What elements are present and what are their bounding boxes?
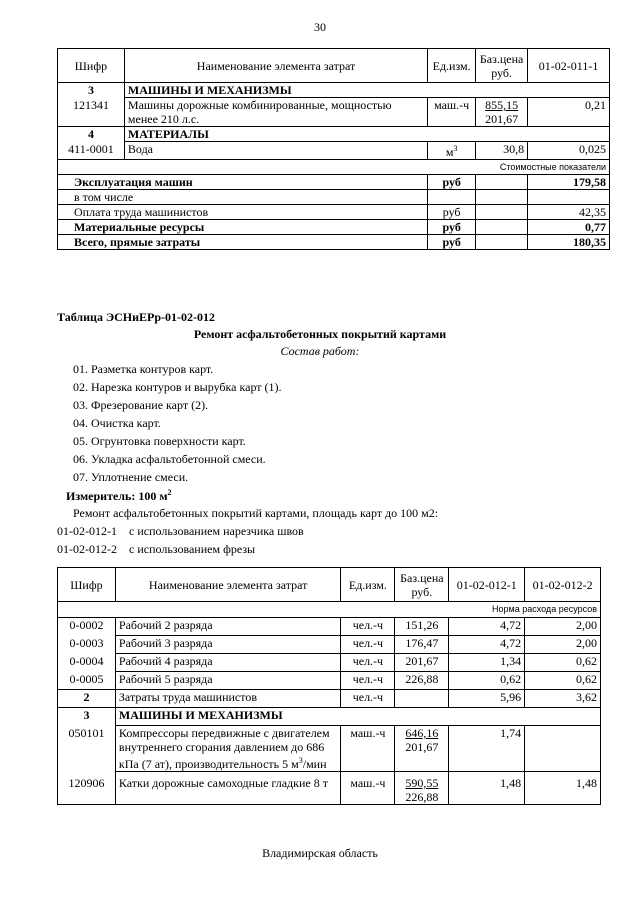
row-unit: чел.-ч [341,636,395,654]
row-value: 0,62 [449,672,525,690]
variant-row [57,542,255,557]
header-name: Наименование элемента затрат [124,49,427,83]
summary-value: 0,77 [528,220,610,235]
row-value: 5,96 [449,690,525,708]
row-unit: чел.-ч [341,690,395,708]
row-code: 0-0004 [58,654,116,672]
indicators-row [58,160,610,175]
variant-row [57,524,304,539]
summary-row [58,220,610,235]
row-price: 176,47 [395,636,449,654]
row-value: 0,62 [525,654,601,672]
row-name: Рабочий 2 разряда [115,618,341,636]
header-col1: 01-02-011-1 [528,49,610,83]
page-number: 30 [314,20,326,34]
row-name: Рабочий 4 разряда [115,654,341,672]
row-name: Машины дорожные комбинированные, мощностью менее 210 л.с. [124,98,427,127]
header-unit: Ед.изм. [428,49,476,83]
table-row [58,142,610,160]
section-row [58,127,610,142]
row-price [476,98,528,127]
resource-table-1 [57,48,610,250]
row-value: 1,34 [449,654,525,672]
row-unit: $м^3$ [428,142,476,160]
row-name: Рабочий 3 разряда [115,636,341,654]
row-value: 4,72 [449,636,525,654]
summary-value: 179,58 [528,175,610,190]
table-row [58,618,601,636]
description: Ремонт асфальтобетонных покрытий картами, площадь карт до 100 м2: [73,506,439,520]
section-number: 3 [58,83,125,98]
row-unit: чел.-ч [341,618,395,636]
row-value: 0,025 [528,142,610,160]
row-code: 2 [58,690,116,708]
table-row [58,690,601,708]
table-row [58,672,601,690]
row-price [395,726,449,772]
price-wage: 201,67 [485,112,519,126]
row-value: 0,21 [528,98,610,127]
variant-code: 01-02-012-1 [57,524,117,538]
work-item: 02. Нарезка контуров и вырубка карт (1). [73,380,282,394]
section-row [58,83,610,98]
header-code: Шифр [58,49,125,83]
variant-code: 01-02-012-2 [57,542,117,556]
summary-label: Оплата труда машинистов [58,205,428,220]
work-item: 01. Разметка контуров карт. [73,362,214,376]
header-price: Баз.цена руб. [395,568,449,602]
row-unit: чел.-ч [341,654,395,672]
table-row [58,726,601,772]
price-total: 855,15 [485,98,519,112]
row-unit: маш.-ч [341,726,395,772]
row-name: Вода [124,142,427,160]
row-code: 0-0003 [58,636,116,654]
row-code: 121341 [58,98,125,127]
footer-region: Владимирская область [262,846,378,860]
summary-value: 42,35 [528,205,610,220]
row-value: 1,74 [449,726,525,772]
section-number: 3 [58,708,116,726]
summary-unit: руб [428,235,476,250]
summary-row [58,175,610,190]
section-heading: Ремонт асфальтобетонных покрытий картами [193,327,447,341]
row-name: Компрессоры передвижные с двигателем внутреннего сгорания давлением до 686 кПа (7 ат), производительность 5 $м^3$/мин [115,726,341,772]
row-price: 201,67 [395,654,449,672]
header-col2: 01-02-012-2 [525,568,601,602]
row-unit: маш.-ч [428,98,476,127]
summary-unit: руб [428,220,476,235]
summary-label: Всего, прямые затраты [58,235,428,250]
meter: Измеритель: 100 $м^2$ [66,488,172,503]
summary-label: Эксплуатация машин [58,175,428,190]
row-value: 4,72 [449,618,525,636]
work-item: 04. Очистка карт. [73,416,161,430]
header-name: Наименование элемента затрат [115,568,341,602]
summary-row [58,205,610,220]
table-row [58,98,610,127]
table-header [58,568,601,602]
summary-label: в том числе [58,190,428,205]
norm-row [58,602,601,618]
table-header [58,49,610,83]
row-name: Рабочий 5 разряда [115,672,341,690]
table-row [58,636,601,654]
resource-table-2 [57,567,601,805]
table-row [58,654,601,672]
row-price: 30,8 [476,142,528,160]
summary-label: Материальные ресурсы [58,220,428,235]
row-code: 120906 [58,772,116,805]
work-item: 05. Огрунтовка поверхности карт. [73,434,246,448]
work-item: 06. Укладка асфальтобетонной смеси. [73,452,266,466]
row-value: 1,48 [525,772,601,805]
row-value: 3,62 [525,690,601,708]
row-value [525,726,601,772]
row-unit: маш.-ч [341,772,395,805]
row-unit: чел.-ч [341,672,395,690]
price-total: 646,16 [405,726,439,740]
row-price: 151,26 [395,618,449,636]
summary-value: 180,35 [528,235,610,250]
section-title: МАШИНЫ И МЕХАНИЗМЫ [124,83,609,98]
work-title: Состав работ: [280,344,360,358]
work-item: 03. Фрезерование карт (2). [73,398,209,412]
section-title: МАТЕРИАЛЫ [124,127,609,142]
row-value: 2,00 [525,618,601,636]
summary-unit: руб [428,175,476,190]
price-wage: 226,88 [405,790,439,804]
row-code: 0-0002 [58,618,116,636]
row-code: 050101 [58,726,116,772]
table-title: Таблица ЭСНиЕРр-01-02-012 [57,310,216,324]
price-total: 590,55 [405,776,439,790]
row-name: Катки дорожные самоходные гладкие 8 т [115,772,341,805]
summary-row [58,235,610,250]
work-item: 07. Уплотнение смеси. [73,470,189,484]
table-row [58,772,601,805]
variant-text: с использованием нарезчика швов [129,524,304,538]
row-value: 2,00 [525,636,601,654]
row-code: 411-0001 [58,142,125,160]
section-title: МАШИНЫ И МЕХАНИЗМЫ [115,708,341,726]
row-code: 0-0005 [58,672,116,690]
norm-label: Норма расхода ресурсов [58,602,601,618]
header-col1: 01-02-012-1 [449,568,525,602]
summary-unit: руб [428,205,476,220]
row-price [395,772,449,805]
row-price: 226,88 [395,672,449,690]
variant-text: с использованием фрезы [129,542,256,556]
section-number: 4 [58,127,125,142]
header-code: Шифр [58,568,116,602]
indicators-label: Стоимостные показатели [58,160,610,175]
price-wage: 201,67 [405,740,439,754]
header-unit: Ед.изм. [341,568,395,602]
header-price: Баз.цена руб. [476,49,528,83]
row-name: Затраты труда машинистов [115,690,341,708]
summary-row [58,190,610,205]
section-row [58,708,601,726]
row-value: 0,62 [525,672,601,690]
row-value: 1,48 [449,772,525,805]
